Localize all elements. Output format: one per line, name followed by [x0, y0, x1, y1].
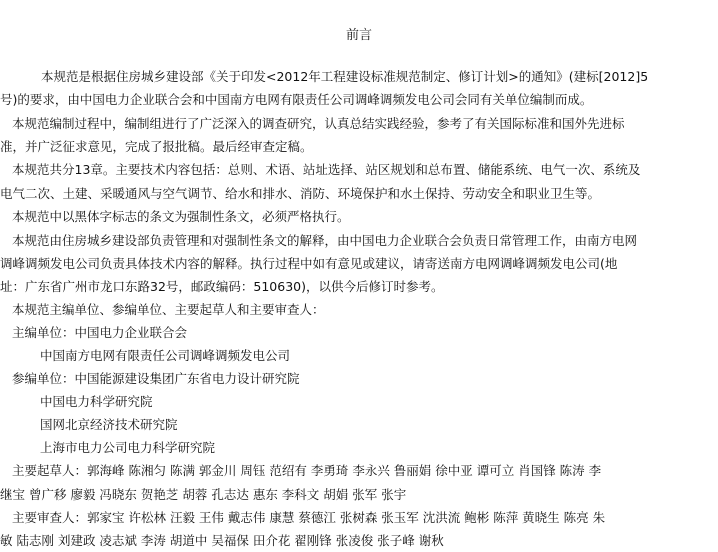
- text-line: 本规范编制过程中，编制组进行了广泛深入的调查研究，认真总结实践经验，参考了有关国际标准和国外先进标: [12, 116, 625, 131]
- text-line: 号)的要求，由中国电力企业联合会和中国南方电网有限责任公司调峰调频发电公司会同有关单位编制而成。: [0, 92, 593, 107]
- text-line: 本规范共分13章。主要技术内容包括：总则、术语、站址选择、站区规划和总布置、储能系统、电气一次、系统及: [12, 162, 641, 177]
- text-line: 址：广东省广州市龙口东路32号，邮政编码：510630)，以供今后修订时参考。: [0, 279, 444, 294]
- text-line: 本规范主编单位、参编单位、主要起草人和主要审查人：: [12, 302, 325, 317]
- text-line: 主要起草人：郭海峰 陈湘匀 陈满 郭金川 周钰 范绍有 李勇琦 李永兴 鲁丽娟 徐中亚 谭可立 肖国锋 陈涛 李: [12, 463, 602, 478]
- text-line: 敏 陆志刚 刘建政 凌志斌 李涛 胡道中 吴福保 田介花 翟刚锋 张凌俊 张子峰 谢秋: [0, 533, 444, 548]
- text-line: 本规范中以黑体字标志的条文为强制性条文，必须严格执行。: [12, 209, 350, 224]
- text-line: 中国电力科学研究院: [40, 394, 153, 409]
- text-line: 主编单位：中国电力企业联合会: [12, 325, 188, 340]
- text-line: 本规范由住房城乡建设部负责管理和对强制性条文的解释，由中国电力企业联合会负责日常管理工作，由南方电网: [12, 233, 638, 248]
- text-line: 参编单位：中国能源建设集团广东省电力设计研究院: [12, 371, 300, 386]
- text-line: 准，并广泛征求意见，完成了报批稿。最后经审查定稿。: [0, 139, 313, 154]
- text-line: 调峰调频发电公司负责具体技术内容的解释。执行过程中如有意见或建议，请寄送南方电网调峰调频发电公司(地: [0, 256, 618, 271]
- text-line: 国网北京经济技术研究院: [40, 417, 178, 432]
- text-line: 主要审查人：郭家宝 许松林 汪毅 王伟 戴志伟 康慧 蔡德江 张树森 张玉军 沈洪流 鲍彬 陈萍 黄晓生 陈亮 朱: [12, 510, 606, 525]
- text-line: 继宝 曾广移 廖毅 冯晓东 贺艳芝 胡蓉 孔志达 惠东 李科文 胡娟 张军 张宇: [0, 487, 407, 502]
- text-line: 本规范是根据住房城乡建设部《关于印发<2012年工程建设标准规范制定、修订计划>的通知》(建标[2012]5: [41, 69, 649, 84]
- text-line: 中国南方电网有限责任公司调峰调频发电公司: [40, 348, 291, 363]
- page-title: 前言: [345, 28, 372, 43]
- text-line: 上海市电力公司电力科学研究院: [40, 440, 216, 455]
- text-line: 电气二次、土建、采暖通风与空气调节、给水和排水、消防、环境保护和水土保持、劳动安全和职业卫生等。: [0, 186, 601, 201]
